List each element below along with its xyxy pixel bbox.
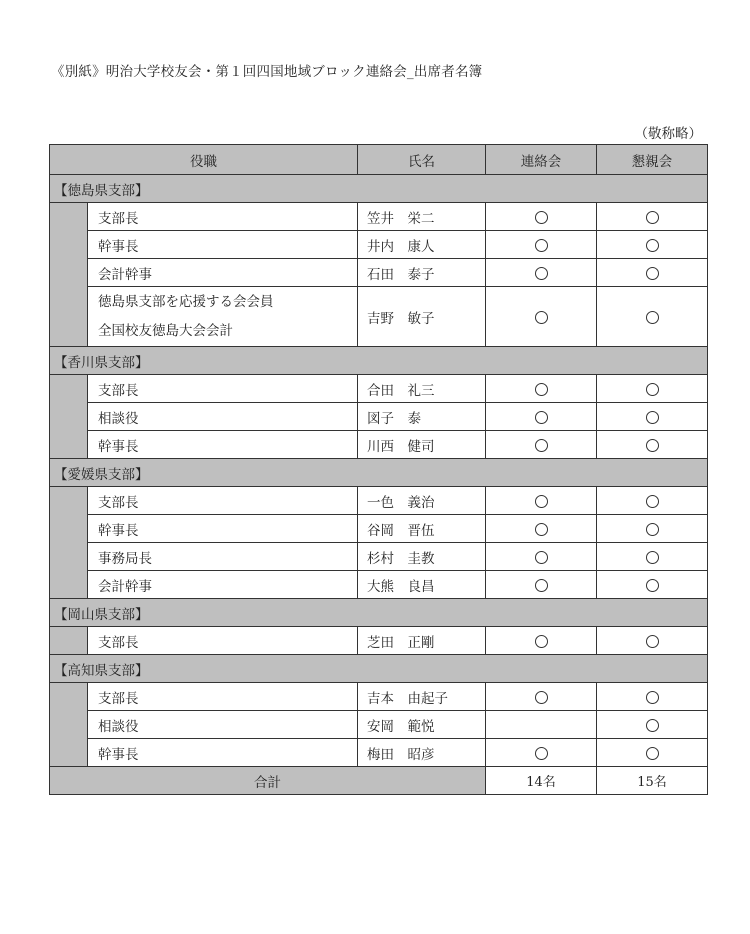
liaison-cell xyxy=(486,627,597,655)
role-cell: 幹事長 xyxy=(88,515,358,543)
table-body xyxy=(50,175,708,767)
total-label: 合計 xyxy=(50,767,486,795)
branch-label: 【香川県支部】 xyxy=(50,347,708,375)
table-row xyxy=(50,487,708,515)
attendance-circle-icon xyxy=(535,439,548,452)
table-row xyxy=(50,231,708,259)
table-row xyxy=(50,627,708,655)
role-cell: 支部長 xyxy=(88,487,358,515)
attendance-circle-icon xyxy=(535,747,548,760)
attendee-table xyxy=(49,144,708,795)
branch-header-row xyxy=(50,459,708,487)
branch-indent-cell xyxy=(50,487,88,599)
attendance-circle-icon xyxy=(535,495,548,508)
liaison-cell xyxy=(486,571,597,599)
social-cell xyxy=(597,683,708,711)
role-cell xyxy=(88,287,358,347)
header-row xyxy=(50,145,708,175)
attendance-circle-icon xyxy=(646,523,659,536)
branch-header-row xyxy=(50,175,708,203)
role-cell: 支部長 xyxy=(88,627,358,655)
social-cell xyxy=(597,375,708,403)
header-liaison: 連絡会 xyxy=(486,145,597,175)
social-cell xyxy=(597,287,708,347)
table-row xyxy=(50,203,708,231)
social-cell xyxy=(597,203,708,231)
branch-label: 【愛媛県支部】 xyxy=(50,459,708,487)
attendance-circle-icon xyxy=(535,523,548,536)
role-cell: 支部長 xyxy=(88,203,358,231)
branch-header-row xyxy=(50,655,708,683)
liaison-cell xyxy=(486,287,597,347)
role-cell: 支部長 xyxy=(88,683,358,711)
name-cell: 大熊 良昌 xyxy=(358,571,486,599)
liaison-cell xyxy=(486,543,597,571)
liaison-cell xyxy=(486,711,597,739)
attendance-circle-icon xyxy=(535,211,548,224)
table-row xyxy=(50,259,708,287)
branch-indent-cell xyxy=(50,203,88,347)
role-cell: 事務局長 xyxy=(88,543,358,571)
liaison-cell xyxy=(486,739,597,767)
social-cell xyxy=(597,487,708,515)
liaison-cell xyxy=(486,259,597,287)
branch-label: 【徳島県支部】 xyxy=(50,175,708,203)
attendance-circle-icon xyxy=(535,267,548,280)
honorific-note: （敬称略） xyxy=(634,126,702,142)
attendance-circle-icon xyxy=(646,439,659,452)
table-row xyxy=(50,683,708,711)
social-cell xyxy=(597,711,708,739)
total-social: 15名 xyxy=(597,767,708,795)
role-cell: 支部長 xyxy=(88,375,358,403)
name-cell: 合田 礼三 xyxy=(358,375,486,403)
attendance-circle-icon xyxy=(646,411,659,424)
table-row xyxy=(50,711,708,739)
liaison-cell xyxy=(486,487,597,515)
table-row xyxy=(50,375,708,403)
attendance-circle-icon xyxy=(646,311,659,324)
role-cell: 相談役 xyxy=(88,711,358,739)
header-role: 役職 xyxy=(50,145,358,175)
role-cell: 幹事長 xyxy=(88,739,358,767)
role-line: 徳島県支部を応援する会会員 xyxy=(98,293,274,310)
liaison-cell xyxy=(486,683,597,711)
table-row xyxy=(50,571,708,599)
social-cell xyxy=(597,543,708,571)
name-cell: 杉村 圭教 xyxy=(358,543,486,571)
liaison-cell xyxy=(486,515,597,543)
header-social: 懇親会 xyxy=(597,145,708,175)
social-cell xyxy=(597,739,708,767)
liaison-cell xyxy=(486,203,597,231)
attendance-circle-icon xyxy=(646,267,659,280)
table-row xyxy=(50,515,708,543)
name-cell: 芝田 正剛 xyxy=(358,627,486,655)
social-cell xyxy=(597,403,708,431)
attendance-circle-icon xyxy=(646,239,659,252)
header-name: 氏名 xyxy=(358,145,486,175)
table-row xyxy=(50,739,708,767)
attendance-circle-icon xyxy=(646,719,659,732)
attendance-circle-icon xyxy=(535,579,548,592)
social-cell xyxy=(597,431,708,459)
name-cell: 谷岡 晋伍 xyxy=(358,515,486,543)
name-cell: 吉本 由起子 xyxy=(358,683,486,711)
total-liaison: 14名 xyxy=(486,767,597,795)
table-row xyxy=(50,403,708,431)
name-cell: 吉野 敏子 xyxy=(358,287,486,347)
social-cell xyxy=(597,515,708,543)
attendance-circle-icon xyxy=(535,635,548,648)
name-cell: 一色 義治 xyxy=(358,487,486,515)
attendance-circle-icon xyxy=(535,239,548,252)
attendance-circle-icon xyxy=(646,691,659,704)
table-row xyxy=(50,431,708,459)
name-cell: 井内 康人 xyxy=(358,231,486,259)
social-cell xyxy=(597,571,708,599)
document-title: 《別紙》明治大学校友会・第１回四国地域ブロック連絡会_出席者名簿 xyxy=(51,64,483,80)
role-cell: 相談役 xyxy=(88,403,358,431)
liaison-cell xyxy=(486,375,597,403)
attendance-circle-icon xyxy=(535,691,548,704)
social-cell xyxy=(597,231,708,259)
name-cell: 川西 健司 xyxy=(358,431,486,459)
branch-label: 【高知県支部】 xyxy=(50,655,708,683)
name-cell: 図子 泰 xyxy=(358,403,486,431)
social-cell xyxy=(597,627,708,655)
table-row xyxy=(50,543,708,571)
liaison-cell xyxy=(486,431,597,459)
attendance-circle-icon xyxy=(535,411,548,424)
attendance-circle-icon xyxy=(646,551,659,564)
role-cell: 幹事長 xyxy=(88,431,358,459)
name-cell: 笠井 栄二 xyxy=(358,203,486,231)
role-cell: 会計幹事 xyxy=(88,571,358,599)
attendance-circle-icon xyxy=(535,311,548,324)
attendance-circle-icon xyxy=(646,495,659,508)
branch-indent-cell xyxy=(50,375,88,459)
name-cell: 石田 泰子 xyxy=(358,259,486,287)
branch-indent-cell xyxy=(50,683,88,767)
attendance-circle-icon xyxy=(646,747,659,760)
attendance-circle-icon xyxy=(535,383,548,396)
name-cell: 梅田 昭彦 xyxy=(358,739,486,767)
branch-indent-cell xyxy=(50,627,88,655)
attendance-circle-icon xyxy=(646,211,659,224)
role-cell: 幹事長 xyxy=(88,231,358,259)
social-cell xyxy=(597,259,708,287)
attendance-circle-icon xyxy=(646,635,659,648)
attendance-circle-icon xyxy=(646,383,659,396)
total-row xyxy=(50,767,708,795)
attendance-circle-icon xyxy=(646,579,659,592)
name-cell: 安岡 範悦 xyxy=(358,711,486,739)
attendance-circle-icon xyxy=(535,551,548,564)
liaison-cell xyxy=(486,231,597,259)
branch-label: 【岡山県支部】 xyxy=(50,599,708,627)
role-line: 全国校友徳島大会会計 xyxy=(98,322,233,339)
branch-header-row xyxy=(50,347,708,375)
branch-header-row xyxy=(50,599,708,627)
role-cell: 会計幹事 xyxy=(88,259,358,287)
table-row xyxy=(50,287,708,347)
liaison-cell xyxy=(486,403,597,431)
